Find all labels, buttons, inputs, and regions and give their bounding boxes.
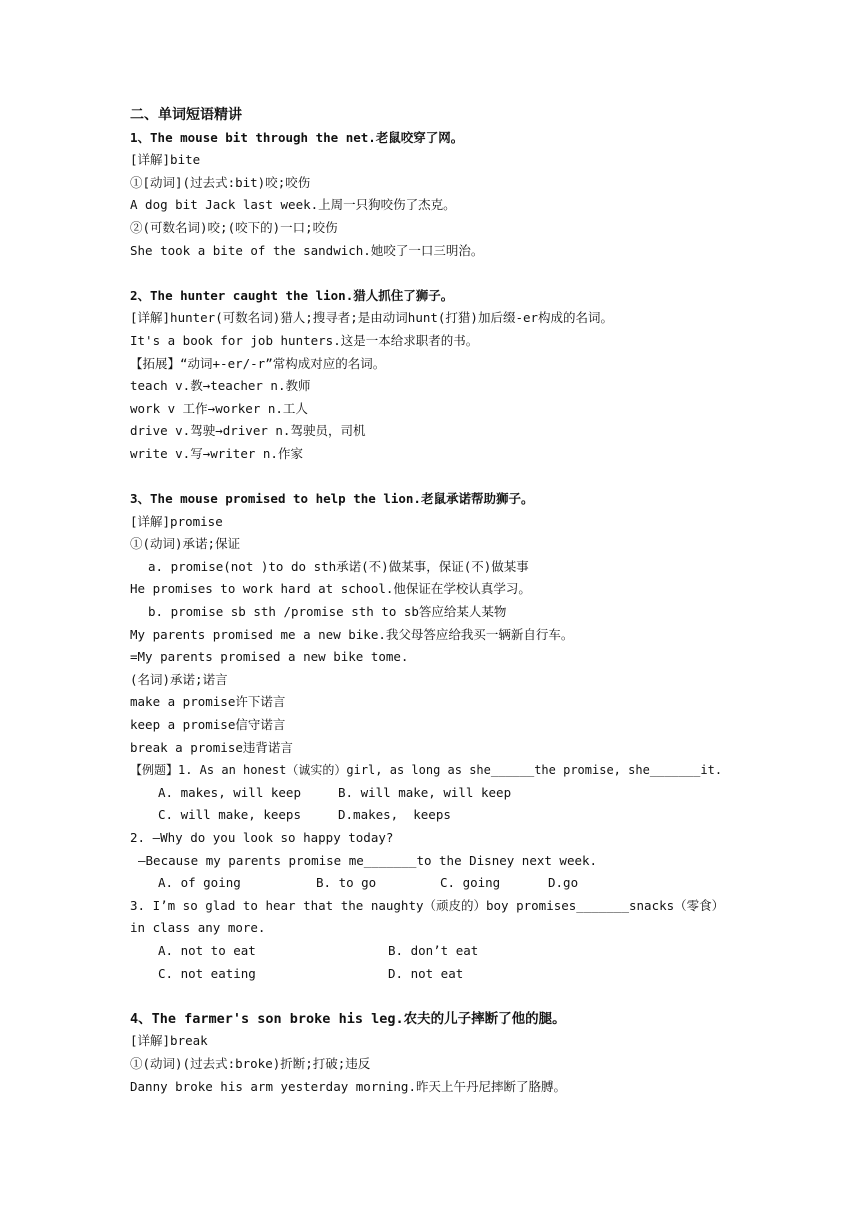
option-b: B. don’t eat [388, 942, 479, 958]
item-4-line: Danny broke his arm yesterday morning.昨天上午丹尼摔断了胳膊。 [130, 1078, 566, 1094]
item-3-line: =My parents promised a new bike tome. [130, 649, 409, 665]
option-a: A. not to eat [158, 942, 256, 958]
example-2-question: 2. —Why do you look so happy today? [130, 830, 394, 845]
item-2-title: 2、The hunter caught the lion.猎人抓住了狮子。 [130, 287, 454, 303]
item-2-line: It's a book for job hunters.这是一本给求职者的书。 [130, 332, 479, 348]
example-2-options-row [130, 872, 750, 895]
item-1-line: ②(可数名词)咬;(咬下的)一口;咬伤 [130, 219, 338, 235]
section-title: 二、单词短语精讲 [130, 107, 242, 123]
item-2-line: 【拓展】“动词+-er/-r”常构成对应的名词。 [130, 355, 386, 371]
spacer [130, 466, 750, 489]
item-3-line: My parents promised me a new bike.我父母答应给我买一辆新自行车。 [130, 626, 574, 642]
option-d: D.makes, keeps [338, 807, 451, 823]
item-1-detail: [详解]bite [130, 152, 201, 168]
example-3-question: 3. I’m so glad to hear that the naughty（顽皮的）boy promises_______snacks（零食） [130, 897, 725, 913]
spacer [130, 985, 750, 1008]
item-2-line: work v 工作→worker n.工人 [130, 400, 308, 416]
item-4-line: ①(动词)(过去式:broke)折断;打破;违反 [130, 1055, 371, 1071]
example-1-question: 【例题】1. As an honest（诚实的）girl, as long as she______the promise, she_______it. [130, 763, 723, 778]
item-3-line: He promises to work hard at school.他保证在学校认真学习。 [130, 581, 531, 597]
example-3-question: in class any more. [130, 920, 266, 936]
example-1-options-row [130, 782, 750, 805]
item-2-line: teach v.教→teacher n.教师 [130, 378, 311, 394]
item-3-line: a. promise(not )to do sth承诺(不)做某事，保证(不)做某事 [148, 558, 529, 574]
item-3-line: [详解]promise [130, 513, 223, 529]
item-3-line: keep a promise信守诺言 [130, 717, 286, 733]
example-3-options-row [130, 963, 750, 986]
option-c: C. going [440, 875, 501, 891]
item-4-line: [详解]break [130, 1033, 208, 1049]
item-1-title: 1、The mouse bit through the net.老鼠咬穿了网。 [130, 129, 464, 145]
item-3-line: make a promise许下诺言 [130, 694, 286, 710]
item-1-line: A dog bit Jack last week.上周一只狗咬伤了杰克。 [130, 197, 456, 213]
option-c: C. will make, keeps [158, 807, 301, 823]
item-3-line: break a promise违背诺言 [130, 739, 293, 755]
option-c: C. not eating [158, 965, 256, 981]
item-2-line: [详解]hunter(可数名词)猎人;搜寻者;是由动词hunt(打猎)加后缀-er构成的名词。 [130, 310, 614, 326]
item-3-line: (名词)承诺;诺言 [130, 671, 228, 687]
item-2-line: drive v.驾驶→driver n.驾驶员，司机 [130, 423, 366, 439]
item-1-line: ①[动词](过去式:bit)咬;咬伤 [130, 174, 311, 190]
example-2-question: —Because my parents promise me_______to the Disney next week. [138, 852, 598, 868]
item-1-line: She took a bite of the sandwich.她咬了一口三明治。 [130, 242, 484, 258]
option-d: D. not eat [388, 965, 464, 981]
option-b: B. will make, will keep [338, 784, 512, 800]
item-4-title: 4、The farmer's son broke his leg.农夫的儿子摔断了他的腿。 [130, 1010, 566, 1027]
option-a: A. makes, will keep [158, 784, 301, 800]
option-b: B. to go [316, 875, 377, 891]
document-page [130, 104, 750, 1098]
spacer [130, 262, 750, 285]
item-3-title: 3、The mouse promised to help the lion.老鼠承诺帮助狮子。 [130, 491, 534, 507]
example-1-options-row [130, 804, 750, 827]
item-3-line: ①(动词)承诺;保证 [130, 536, 241, 552]
example-3-options-row [130, 940, 750, 963]
item-2-line: write v.写→writer n.作家 [130, 445, 303, 461]
option-a: A. of going [158, 875, 241, 891]
option-d: D.go [548, 875, 579, 891]
item-3-line: b. promise sb sth /promise sth to sb答应给某人某物 [148, 604, 507, 620]
